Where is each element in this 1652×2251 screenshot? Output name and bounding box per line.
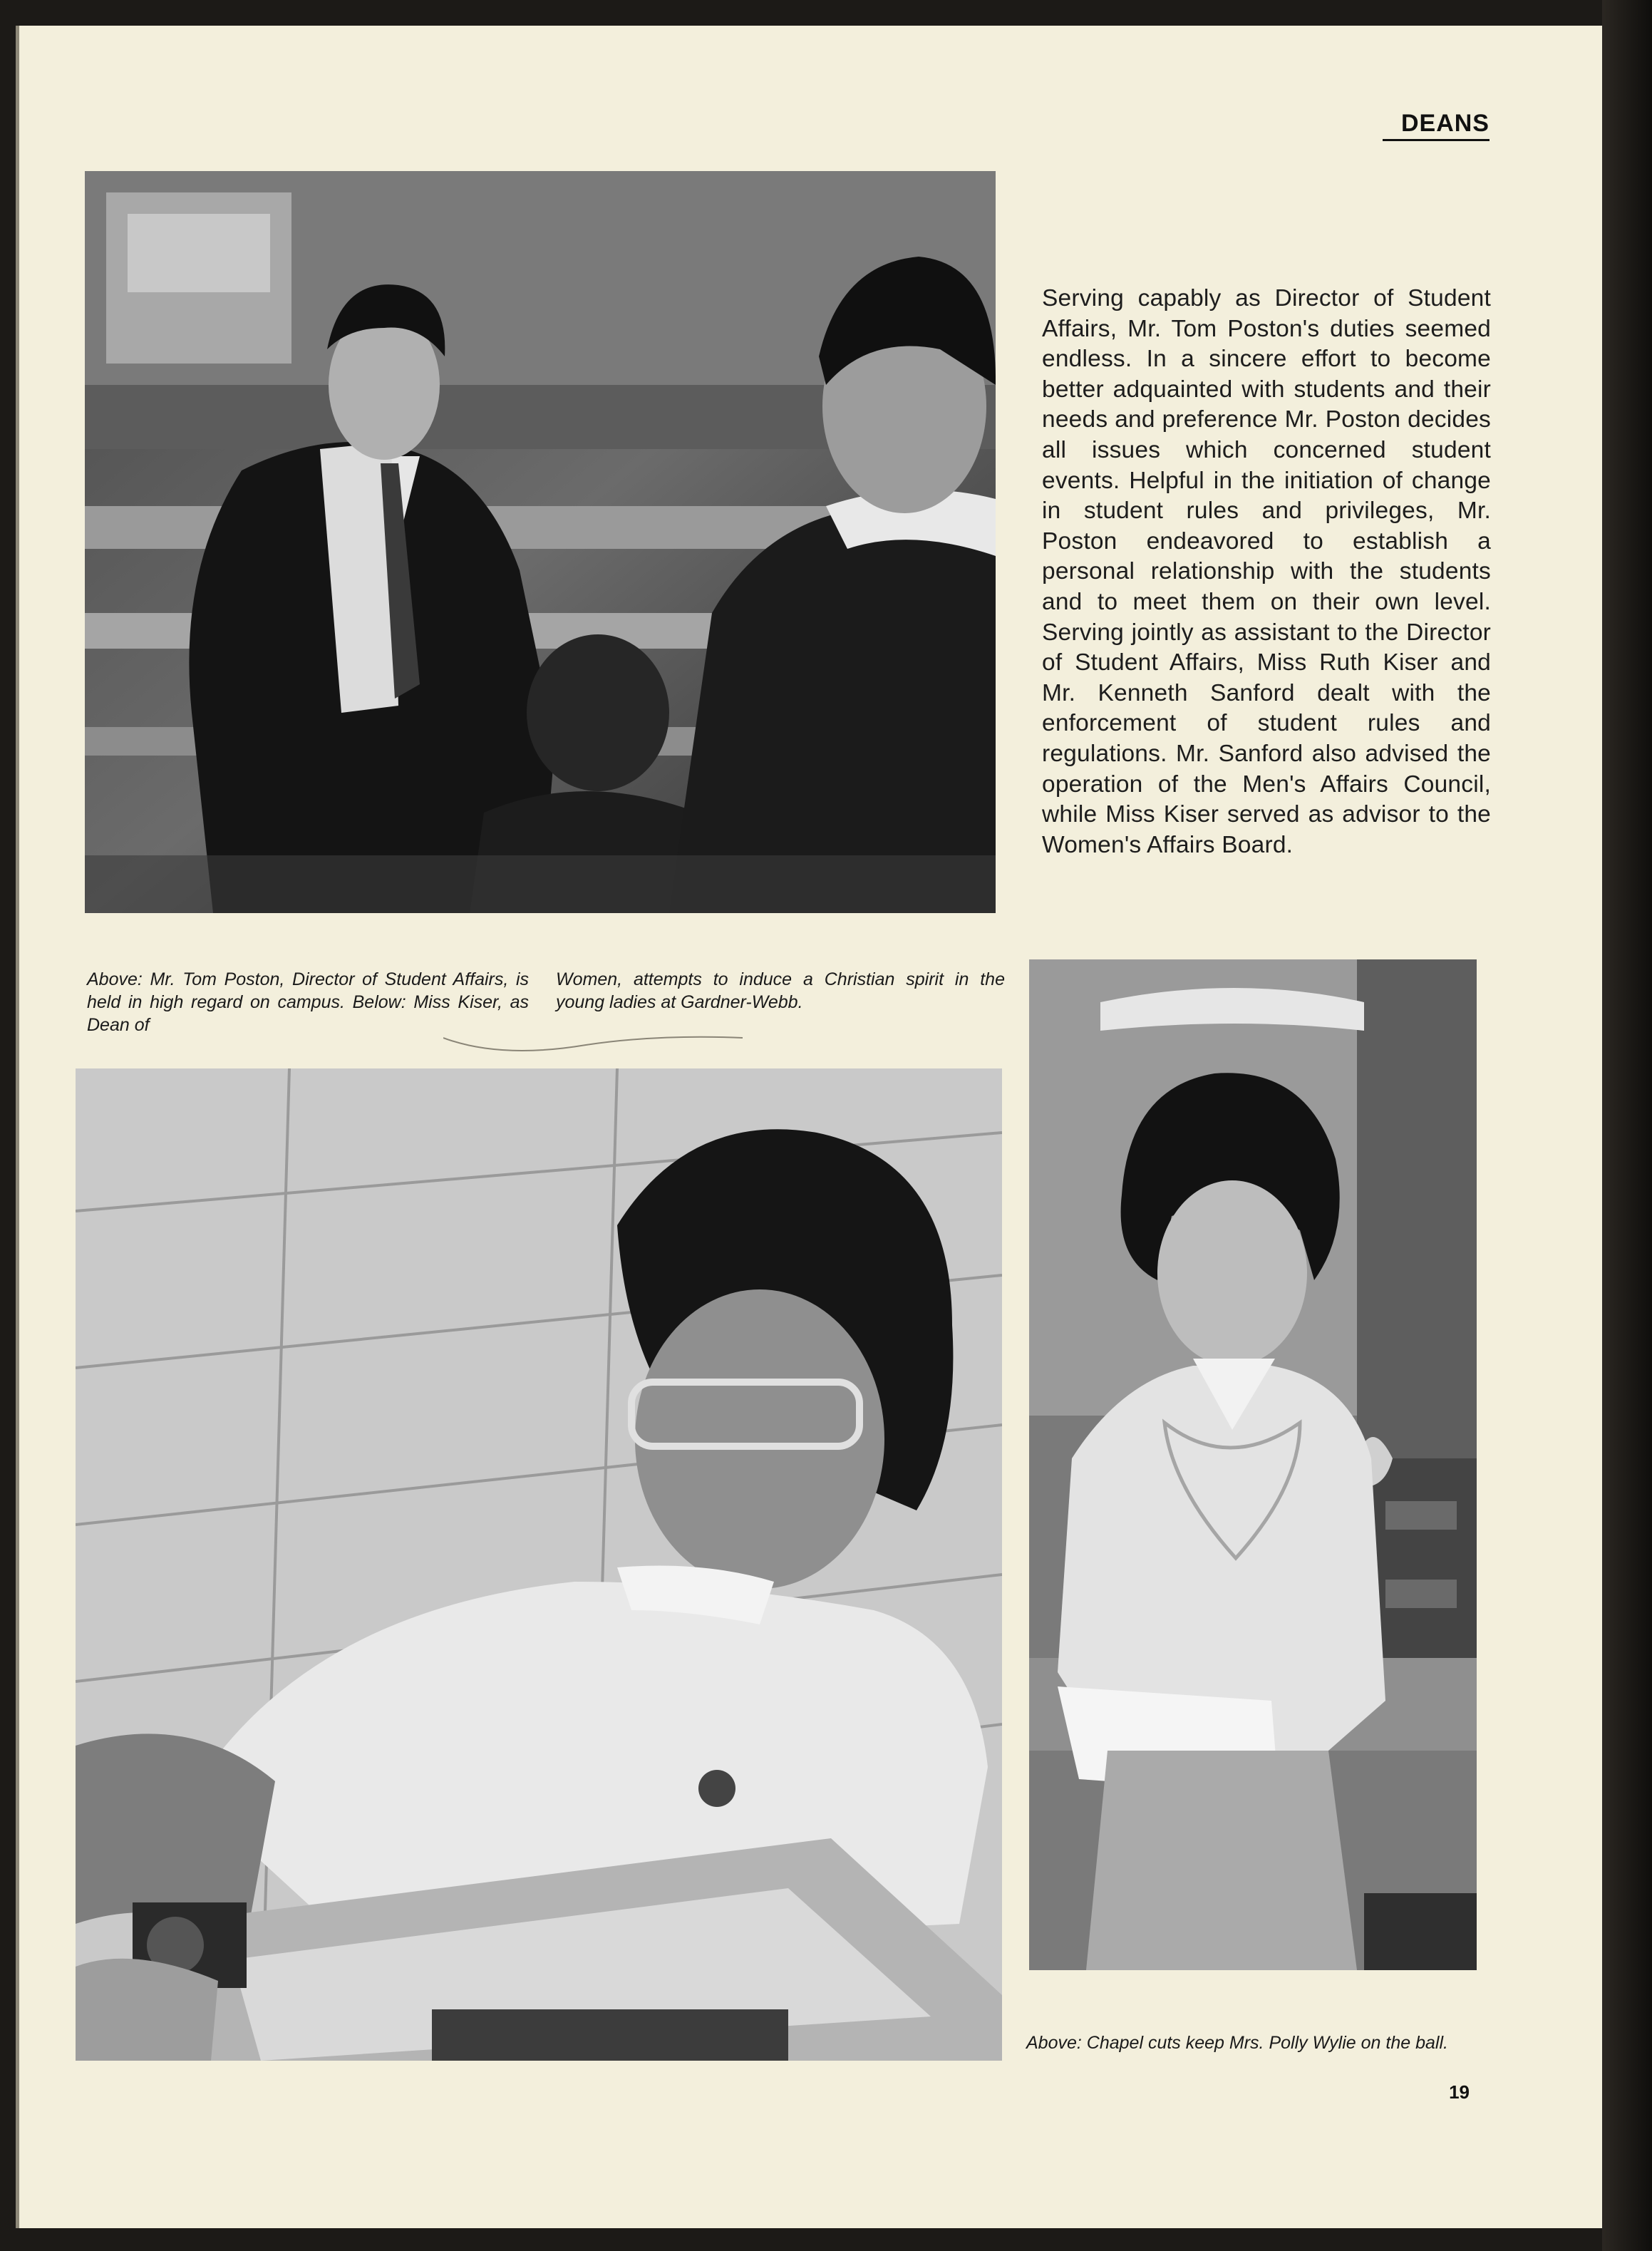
page-spine-edge <box>16 26 19 2228</box>
photo-polly-wylie <box>1029 959 1477 1970</box>
caption-top-photo-right-column: Women, attempts to induce a Christian spirit in the young ladies at Gardner-Webb. <box>556 969 1005 1012</box>
page-right-edge <box>1602 0 1652 2251</box>
page-number: 19 <box>1449 2081 1470 2103</box>
caption-top-photo-left-column: Above: Mr. Tom Poston, Director of Student Affairs, is held in high regard on campus. Below: Miss Kiser, as Dean of <box>87 969 529 1035</box>
yearbook-page <box>16 26 1619 2228</box>
photo-poston-with-students <box>85 171 996 913</box>
section-label: DEANS <box>1383 109 1490 141</box>
pen-stroke-mark <box>443 1031 743 1059</box>
photo-kiser-at-typewriter <box>76 1068 1002 2061</box>
caption-polly-wylie: Above: Chapel cuts keep Mrs. Polly Wylie on the ball. <box>1026 2033 1448 2053</box>
article-body: Serving capably as Director of Student Affairs, Mr. Tom Poston's duties seemed endless. In a sincere effort to become better adquainted with students and their needs and preference Mr. Poston decides all issues which concerned student events. Helpful in the initiation of change in student rules and privileges, Mr. Poston endeavored to establish a personal relationship with the students and to meet them on their own level. Serving jointly as assistant to the Director of Student Affairs, Miss Ruth Kiser and Mr. Kenneth Sanford dealt with the enforcement of student rules and regulations. Mr. Sanford also advised the operation of the Men's Affairs Council, while Miss Kiser served as advisor to the Women's Affairs Board. <box>1042 285 1491 858</box>
